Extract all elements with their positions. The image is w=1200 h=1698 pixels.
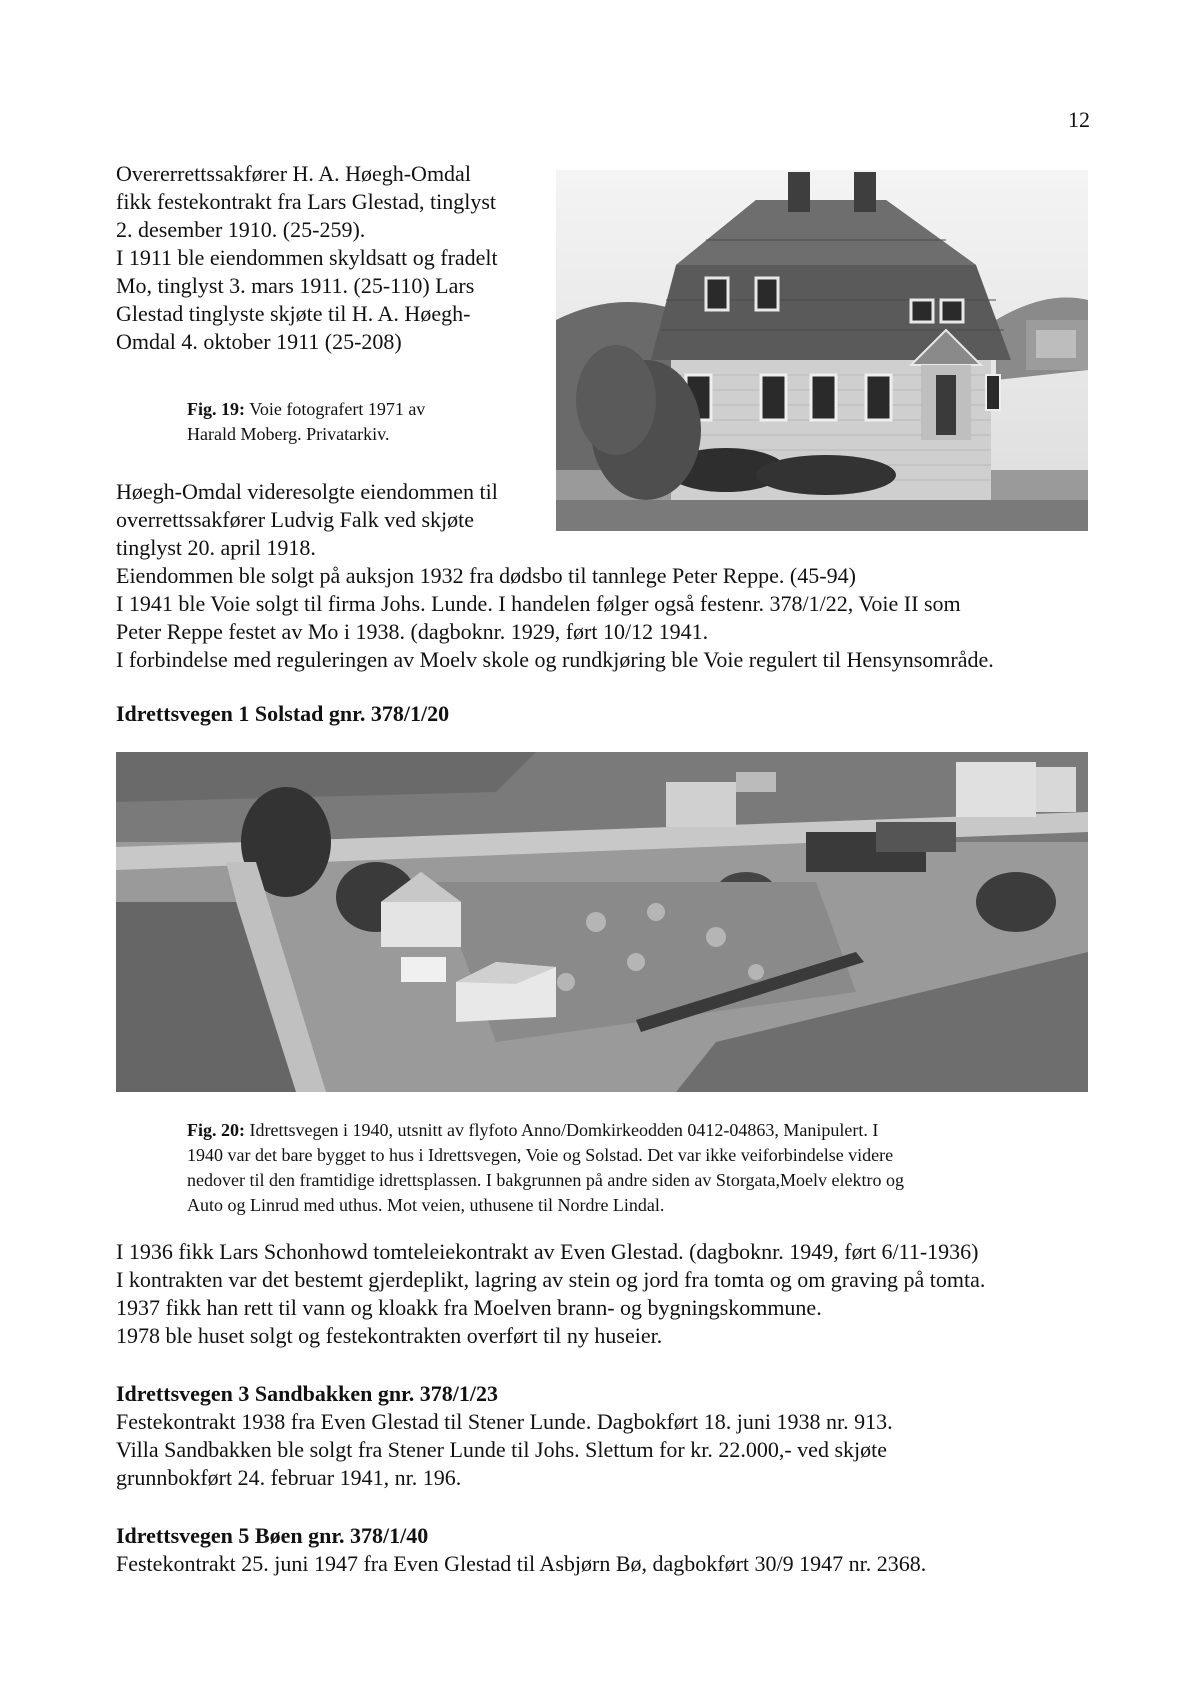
text-line: Eiendommen ble solgt på auksjon 1932 fra dødsbo til tannlege Peter Reppe. (45-94) [116, 563, 856, 588]
paragraph-boen [116, 1550, 926, 1578]
text-line: I 1911 ble eiendommen skyldsatt og fradelt [116, 245, 498, 270]
section-heading-boen: Idrettsvegen 5 Bøen gnr. 378/1/40 [116, 1523, 429, 1548]
paragraph-falk-sale [116, 478, 498, 562]
text-line: Festekontrakt 25. juni 1947 fra Even Glestad til Asbjørn Bø, dagbokført 30/9 1947 nr. 2368. [116, 1551, 927, 1576]
figure-19-caption [187, 397, 425, 447]
caption-text: Voie fotografert 1971 av [249, 399, 426, 419]
photo-voie-house [556, 170, 1088, 531]
text-line: Mo, tinglyst 3. mars 1911. (25-110) Lars [116, 273, 475, 298]
text-line: 2. desember 1910. (25-259). [116, 217, 366, 242]
page-number: 12 [1068, 107, 1090, 132]
text-line: grunnbokført 24. februar 1941, nr. 196. [116, 1465, 462, 1490]
text-line: Festekontrakt 1938 fra Even Glestad til Stener Lunde. Dagbokført 18. juni 1938 nr. 913. [116, 1409, 893, 1434]
text-line: overrettssakfører Ludvig Falk ved skjøte [116, 507, 475, 532]
text-line: I forbindelse med reguleringen av Moelv skole og rundkjøring ble Voie regulert til Hensynsområde. [116, 647, 994, 672]
text-line: Villa Sandbakken ble solgt fra Stener Lunde til Johs. Slettum for kr. 22.000,- ved skjøte [116, 1437, 887, 1462]
caption-text: nedover til den framtidige idrettsplassen. I bakgrunnen på andre siden av Storgata,Moelv elektro og [187, 1170, 904, 1190]
caption-text: Harald Moberg. Privatarkiv. [187, 424, 390, 444]
paragraph-schonhowd [116, 1238, 985, 1350]
figure-label: Fig. 19: [187, 399, 245, 419]
text-line: Peter Reppe festet av Mo i 1938. (dagboknr. 1929, ført 10/12 1941. [116, 619, 709, 644]
paragraph-sandbakken [116, 1408, 893, 1492]
text-line: 1978 ble huset solgt og festekontrakten overført til ny huseier. [116, 1323, 663, 1348]
text-line: fikk festekontrakt fra Lars Glestad, tinglyst [116, 189, 497, 214]
paragraph-auction [116, 562, 994, 674]
caption-text: Idrettsvegen i 1940, utsnitt av flyfoto Anno/Domkirkeodden 0412-04863, Manipulert. I [249, 1120, 879, 1140]
text-line: I 1941 ble Voie solgt til firma Johs. Lunde. I handelen følger også festenr. 378/1/22, Voie II som [116, 591, 961, 616]
figure-20-caption [187, 1118, 904, 1218]
figure-label: Fig. 20: [187, 1120, 245, 1140]
text-line: Omdal 4. oktober 1911 (25-208) [116, 329, 402, 354]
text-line: 1937 fikk han rett til vann og kloakk fra Moelven brann- og bygningskommune. [116, 1295, 822, 1320]
section-heading-sandbakken: Idrettsvegen 3 Sandbakken gnr. 378/1/23 [116, 1381, 499, 1406]
paragraph-voie-history [116, 160, 498, 356]
section-heading-solstad: Idrettsvegen 1 Solstad gnr. 378/1/20 [116, 701, 450, 726]
text-line: I kontrakten var det bestemt gjerdeplikt, lagring av stein og jord fra tomta og om graving på tomta. [116, 1267, 986, 1292]
text-line: Glestad tinglyste skjøte til H. A. Høegh- [116, 301, 471, 326]
text-line: tinglyst 20. april 1918. [116, 535, 316, 560]
photo-aerial-idrettsvegen [116, 752, 1088, 1092]
text-line: I 1936 fikk Lars Schonhowd tomteleiekontrakt av Even Glestad. (dagboknr. 1949, ført 6/11-1936) [116, 1239, 979, 1264]
text-line: Overerrettssakfører H. A. Høegh-Omdal [116, 161, 471, 186]
caption-text: 1940 var det bare bygget to hus i Idrettsvegen, Voie og Solstad. Det var ikke veiforbindelse videre [187, 1145, 894, 1165]
caption-text: Auto og Linrud med uthus. Mot veien, uthusene til Nordre Lindal. [187, 1195, 665, 1215]
text-line: Høegh-Omdal videresolgte eiendommen til [116, 479, 498, 504]
